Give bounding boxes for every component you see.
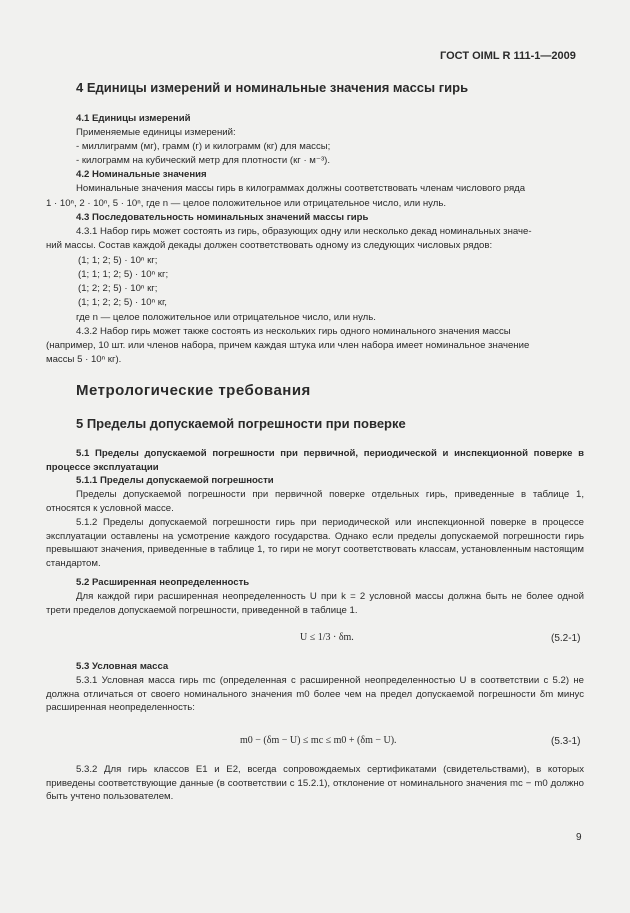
subsection-4-3-title: 4.3 Последовательность номинальных значений массы гирь [76, 212, 369, 223]
subsection-4-1-title: 4.1 Единицы измерений [76, 113, 191, 124]
equation-5-3-1: m0 − (δm − U) ≤ mc ≤ m0 + (δm − U). [240, 735, 397, 746]
metrology-requirements-title: Метрологические требования [76, 382, 311, 399]
clause-4-3-2-line3: массы 5 · 10ⁿ кг). [46, 354, 122, 365]
subsection-5-2-title: 5.2 Расширенная неопределенность [76, 577, 250, 588]
clause-5-3-2-text: 5.3.2 Для гирь классов E1 и E2, всегда сопровождаемых сертификатами (свидетельствами), в которых приведены соответствующие данные (в соответствии с 15.2.1), отклонение от номинального значения mc − m0 должно быть учтено пользователем. [46, 764, 584, 802]
clause-5-3-1-text: 5.3.1 Условная масса гирь mc (определенная с расширенной неопределенностью U в соответствии с 5.2) не должна отличаться от своего номинального значения m0 более чем на предел допускаемой погрешности δm минус расширенная неопределенность: [46, 675, 584, 713]
section-5-title: 5 Пределы допускаемой погрешности при поверке [76, 416, 406, 431]
clause-4-3-1-line2: ний массы. Состав каждой декады должен соответствовать одному из следующих числовых рядов: [46, 240, 493, 251]
nominal-values-text-line2: 1 · 10ⁿ, 2 · 10ⁿ, 5 · 10ⁿ, где n — целое положительное или отрицательное число, или нуль. [46, 198, 447, 209]
equation-5-2-1: U ≤ 1/3 · δm. [300, 632, 354, 643]
series-item: (1; 2; 2; 5) · 10ⁿ кг; [78, 283, 158, 294]
clause-5-1-2-text: 5.1.2 Пределы допускаемой погрешности гирь при периодической или инспекционной поверке в процессе эксплуатации оставлены на усмотрение каждого государства. Однако если пределы допускаемой погрешности гирь превышают значения, приведенные в таблице 1, то гири не могут соответствовать классам, установленным настоящим стандартом. [46, 517, 584, 569]
equation-number: (5.3-1) [551, 736, 581, 747]
subsection-4-2-title: 4.2 Номинальные значения [76, 169, 207, 180]
clause-4-3-2-line1: 4.3.2 Набор гирь может также состоять из нескольких гирь одного номинального значения массы [76, 326, 511, 337]
series-where-note: где n — целое положительное или отрицательное число, или нуль. [76, 312, 376, 323]
clause-5-1-1-text: Пределы допускаемой погрешности при первичной поверке отдельных гирь, приведенные в таблице 1, относятся к условной массе. [46, 489, 584, 514]
subsection-5-1-title: 5.1 Пределы допускаемой погрешности при первичной, периодической и инспекционной поверке в процессе эксплуатации [46, 448, 584, 473]
clause-5-1-1-title: 5.1.1 Пределы допускаемой погрешности [76, 475, 274, 486]
series-item: (1; 1; 2; 2; 5) · 10ⁿ кг, [78, 297, 167, 308]
clause-4-3-2-line2: (например, 10 шт. или членов набора, причем каждая штука или член набора имеет номинальное значение [46, 340, 530, 351]
clause-5-2-text: Для каждой гири расширенная неопределенность U при k = 2 условной массы должна быть не более одной трети пределов допускаемой погрешности, приведенной в таблице 1. [46, 591, 584, 616]
series-item: (1; 1; 1; 2; 5) · 10ⁿ кг; [78, 269, 169, 280]
nominal-values-text-line1: Номинальные значения массы гирь в килограммах должны соответствовать членам числового ряда [76, 183, 526, 194]
units-item-mass: - миллиграмм (мг), грамм (г) и килограмм (кг) для массы; [76, 141, 331, 152]
page-number: 9 [576, 832, 582, 843]
series-item: (1; 1; 2; 5) · 10ⁿ кг; [78, 255, 158, 266]
units-intro: Применяемые единицы измерений: [76, 127, 236, 138]
section-4-title: 4 Единицы измерений и номинальные значения массы гирь [76, 80, 469, 95]
standard-code-header: ГОСТ OIML R 111-1—2009 [440, 50, 576, 62]
subsection-5-3-title: 5.3 Условная масса [76, 661, 169, 672]
units-item-density: - килограмм на кубический метр для плотности (кг · м⁻³). [76, 155, 331, 166]
equation-number: (5.2-1) [551, 633, 581, 644]
clause-4-3-1-line1: 4.3.1 Набор гирь может состоять из гирь, образующих одну или несколько декад номинальных значе- [76, 226, 532, 237]
